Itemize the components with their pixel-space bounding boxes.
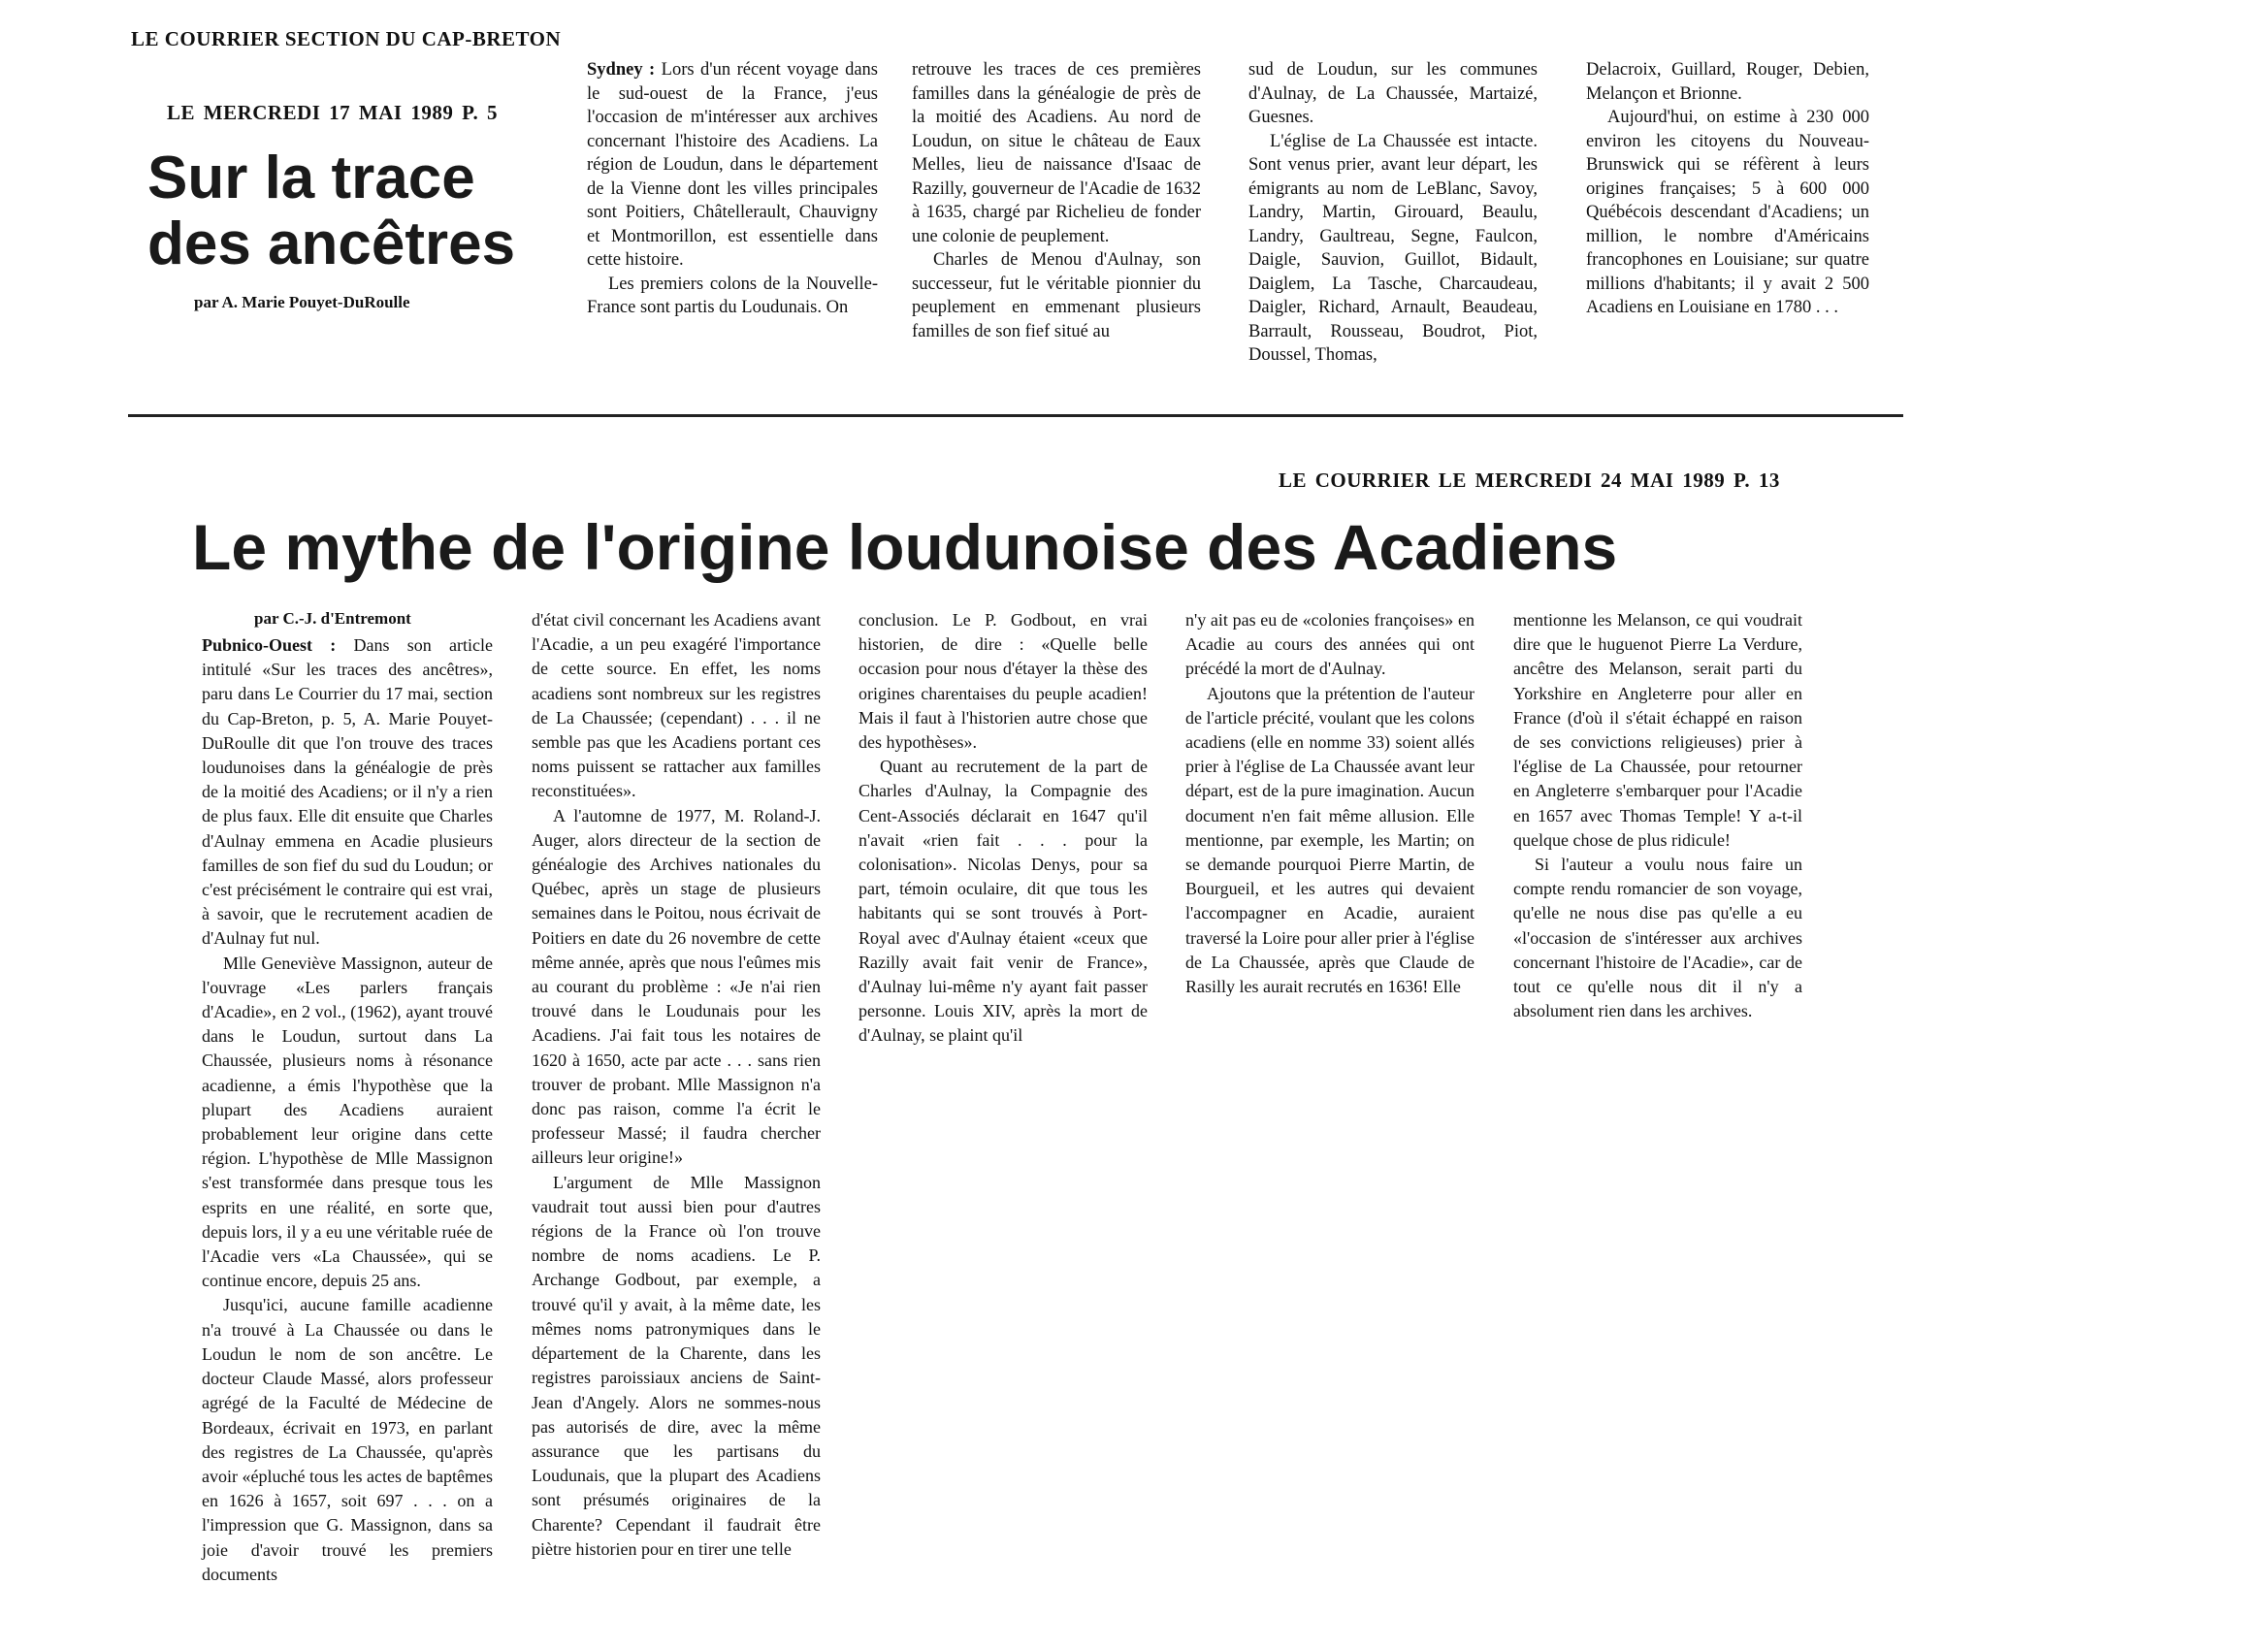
clip1-col1-para-2: Les premiers colons de la Nouvelle-France sont partis du Loudunais. On xyxy=(587,274,878,317)
clip1-col4-para-1: Delacroix, Guillard, Rouger, Debien, Melançon et Brionne. xyxy=(1586,60,1869,104)
dateline-place: Sydney : xyxy=(587,60,656,80)
headline-1: Sur la trace des ancêtres xyxy=(147,145,516,277)
clip2-col1-para-3: Jusqu'ici, aucune famille acadienne n'a trouvé à La Chaussée ou dans le Loudun le nom de son ancêtre. Le docteur Claude Massé, alors professeur agrégé de la Faculté de Médecine de Bordeaux, écrivait en 1973, en parlant des registres de La Chaussée, qu'après avoir «épluché tous les actes de baptêmes en 1626 à 1657, soit 697 . . . on a l'impression que G. Massignon, dans sa joie d'avoir trouvé les premiers documents xyxy=(202,1295,493,1584)
clip2-col1-para-1 xyxy=(202,633,493,952)
clip1-col1-text-1: Lors d'un récent voyage dans le sud-ouest de la France, j'eus l'occasion de m'intéresser aux archives concernant l'histoire des Acadiens. La région de Loudun, dans le département de la Vienne dont les villes principales sont Poitiers, Châtellerault, Chauvigny et Montmorillon, est essentielle dans cette histoire. xyxy=(587,60,879,270)
clip1-column-3 xyxy=(1248,58,1538,368)
clip1-col4-para-2: Aujourd'hui, on estime à 230 000 environ les citoyens du Nouveau-Brunswick qui se réfèrent à leurs origines françaises; 5 à 600 000 Québécois descendant d'Acadiens; un million, le nombre d'Américains francophones en Louisiane; sur quatre millions d'habitants; il y avait 2 500 Acadiens en Louisiane en 1780 . . . xyxy=(1586,108,1869,317)
clip1-col2-para-1: retrouve les traces de ces premières familles dans la généalogie de près de la moitié des Acadiens. Au nord de Loudun, on situe le château de Eaux Melles, lieu de naissance d'Isaac de Razilly, gouverneur de l'Acadie de 1632 à 1635, chargé par Richelieu de fonder une colonie de peuplement. xyxy=(912,60,1201,246)
clip2-col4-para-2: Ajoutons que la prétention de l'auteur de l'article précité, voulant que les colons acadiens (elle en nomme 33) soient allés prier à l'église de La Chaussée avant leur départ, est de la pure imagination. Aucun document n'en fait même allusion. Elle mentionne, par exemple, les Martin; on se demande pourquoi Pierre Martin, de Bourgueil, et les autres qui devaient l'accompagner en Acadie, auraient traversé la Loire pour aller prier à l'église de La Chaussée, après que Claude de Rasilly les aurait recrutés en 1636! Elle xyxy=(1185,683,1474,997)
separator-rule xyxy=(128,414,1903,417)
clip1-col1-para-1 xyxy=(587,58,878,273)
headline-2: Le mythe de l'origine loudunoise des Acadiens xyxy=(192,511,1618,583)
clip1-col3-para-1: sud de Loudun, sur les communes d'Aulnay, de La Chaussée, Martaizé, Guesnes. xyxy=(1248,60,1538,127)
clip2-col4-para-1: n'y ait pas eu de «colonies françoises» en Acadie au cours des années qui ont précédé la mort de d'Aulnay. xyxy=(1185,610,1474,679)
clip2-col2-para-1: d'état civil concernant les Acadiens avant l'Acadie, a un peu exagéré l'importance de cette source. En effet, les noms acadiens sont nombreux sur les registres de La Chaussée; (cependant) . . . il ne semble pas que les Acadiens portant ces noms puissent se rattacher aux familles reconstituées». xyxy=(532,610,821,801)
dateline-1: LE MERCREDI 17 MAI 1989 P. 5 xyxy=(167,101,498,124)
clip1-col2-para-2: Charles de Menou d'Aulnay, son successeur, fut le véritable pionnier du peuplement en emmenant plusieurs familles de son fief situé au xyxy=(912,250,1201,341)
clip1-col3-para-2: L'église de La Chaussée est intacte. Sont venus prier, avant leur départ, les émigrants au nom de LeBlanc, Savoy, Landry, Martin, Girouard, Beaulu, Landry, Gaultreau, Segne, Faulcon, Daigle, Sauvion, Guillot, Bidault, Daiglem, La Tasche, Charcaudeau, Daigler, Richard, Arnault, Beaudeau, Barrault, Rousseau, Boudrot, Piot, Doussel, Thomas, xyxy=(1248,131,1538,365)
clip2-col2-para-3: L'argument de Mlle Massignon vaudrait tout aussi bien pour d'autres régions de la France où l'on trouve nombre de noms acadiens. Le P. Archange Godbout, par exemple, a trouvé qu'il y avait, à la même date, les mêmes noms patronymiques dans le département de la Charente, dans les registres paroissiaux anciens de Saint-Jean d'Angely. Alors ne sommes-nous pas autorisés de dire, avec la même assurance que les partisans du Loudunais, que la plupart des Acadiens sont présumés originaires de la Charente? Cependant il faudrait être piètre historien pour en tirer une telle xyxy=(532,1172,821,1559)
dateline-place-2: Pubnico-Ouest : xyxy=(202,635,337,655)
dateline-2: LE COURRIER LE MERCREDI 24 MAI 1989 P. 13 xyxy=(1279,469,1780,492)
clip2-col5-para-2: Si l'auteur a voulu nous faire un compte rendu romancier de son voyage, qu'elle ne nous dise pas qu'elle a eu «l'occasion de s'intéresser aux archives concernant l'histoire de l'Acadie», car de tout ce qu'elle nous dit il n'y a absolument rien dans les archives. xyxy=(1513,855,1802,1021)
clip2-column-5 xyxy=(1513,608,1802,1023)
clip2-column-4 xyxy=(1185,608,1474,999)
clip1-column-1 xyxy=(587,58,878,320)
clip2-col3-para-1: conclusion. Le P. Godbout, en vrai historien, de dire : «Quelle belle occasion pour nous d'étayer la thèse des origines charentaises du peuple acadien! Mais il faut à l'historien autre chose que des hypothèses». xyxy=(859,610,1148,753)
clip2-column-2 xyxy=(532,608,821,1562)
section-header: LE COURRIER SECTION DU CAP-BRETON xyxy=(131,27,562,50)
clip2-col2-para-2: A l'automne de 1977, M. Roland-J. Auger, alors directeur de la section de généalogie des Archives nationales du Québec, après un stage de plusieurs semaines dans le Poitou, nous écrivait de Poitiers en date du 26 novembre de cette même année, après que nous l'eûmes mis au courant du problème : «Je n'ai rien trouvé dans le Loudunais pour les Acadiens. J'ai fait tous les notaires de 1620 à 1650, acte par acte . . . sans rien trouver de probant. Mlle Massignon n'a donc pas raison, comme l'a écrit le professeur Massé; il faudra chercher ailleurs leur origine!» xyxy=(532,805,821,1168)
byline-2: par C.-J. d'Entremont xyxy=(254,609,411,628)
clip2-col1-text-1: Dans son article intitulé «Sur les traces des ancêtres», paru dans Le Courrier du 17 mai, section du Cap-Breton, p. 5, A. Marie Pouyet-DuRoulle dit que l'on trouve des traces loudunoises dans la généalogie de près de la moitié des Acadiens; or il n'y a rien de plus faux. Elle dit ensuite que Charles d'Aulnay emmena en Acadie plusieurs familles de son fief du sud du Loudun; or c'est précisément le contraire qui est vrai, à savoir, que le recrutement acadien de d'Aulnay fut nul. xyxy=(202,635,494,949)
clip1-column-2 xyxy=(912,58,1201,343)
clip2-col3-para-2: Quant au recrutement de la part de Charles d'Aulnay, la Compagnie des Cent-Associés déclarait en 1647 qu'il n'avait «rien fait . . . pour la colonisation». Nicolas Denys, pour sa part, témoin oculaire, dit que tous les habitants qui se sont trouvés à Port-Royal avec d'Aulnay étaient «ceux que Razilly avait fait venir de France», d'Aulnay lui-même n'y ayant fait passer personne. Louis XIV, après la mort de d'Aulnay, se plaint qu'il xyxy=(859,757,1148,1046)
clip2-col5-para-1: mentionne les Melanson, ce qui voudrait dire que le huguenot Pierre La Verdure, ancêtre des Melanson, serait parti du Yorkshire en Angleterre pour aller en France (d'où il s'était échappé en raison de ses convictions religieuses) prier à l'église de La Chaussée, pour retourner en Angleterre s'embarquer pour l'Acadie en 1657 avec Thomas Temple! Y a-t-il quelque chose de plus ridicule! xyxy=(1513,610,1802,850)
byline-1: par A. Marie Pouyet-DuRoulle xyxy=(194,293,410,311)
clip1-column-4 xyxy=(1586,58,1869,320)
clip2-column-3 xyxy=(859,608,1148,1049)
clip2-column-1 xyxy=(202,633,493,1587)
clip2-col1-para-2: Mlle Geneviève Massignon, auteur de l'ouvrage «Les parlers français d'Acadie», en 2 vol., (1962), ayant trouvé dans le Loudun, surtout dans La Chaussée, plusieurs noms à résonance acadienne, a émis l'hypothèse que la plupart des Acadiens auraient probablement leur origine dans cette région. L'hypothèse de Mlle Massignon s'est transformée dans presque tous les esprits en une réalité, en sorte que, depuis lors, il y a eu une véritable ruée de l'Acadie vers «La Chaussée», qui se continue encore, depuis 25 ans. xyxy=(202,953,493,1291)
